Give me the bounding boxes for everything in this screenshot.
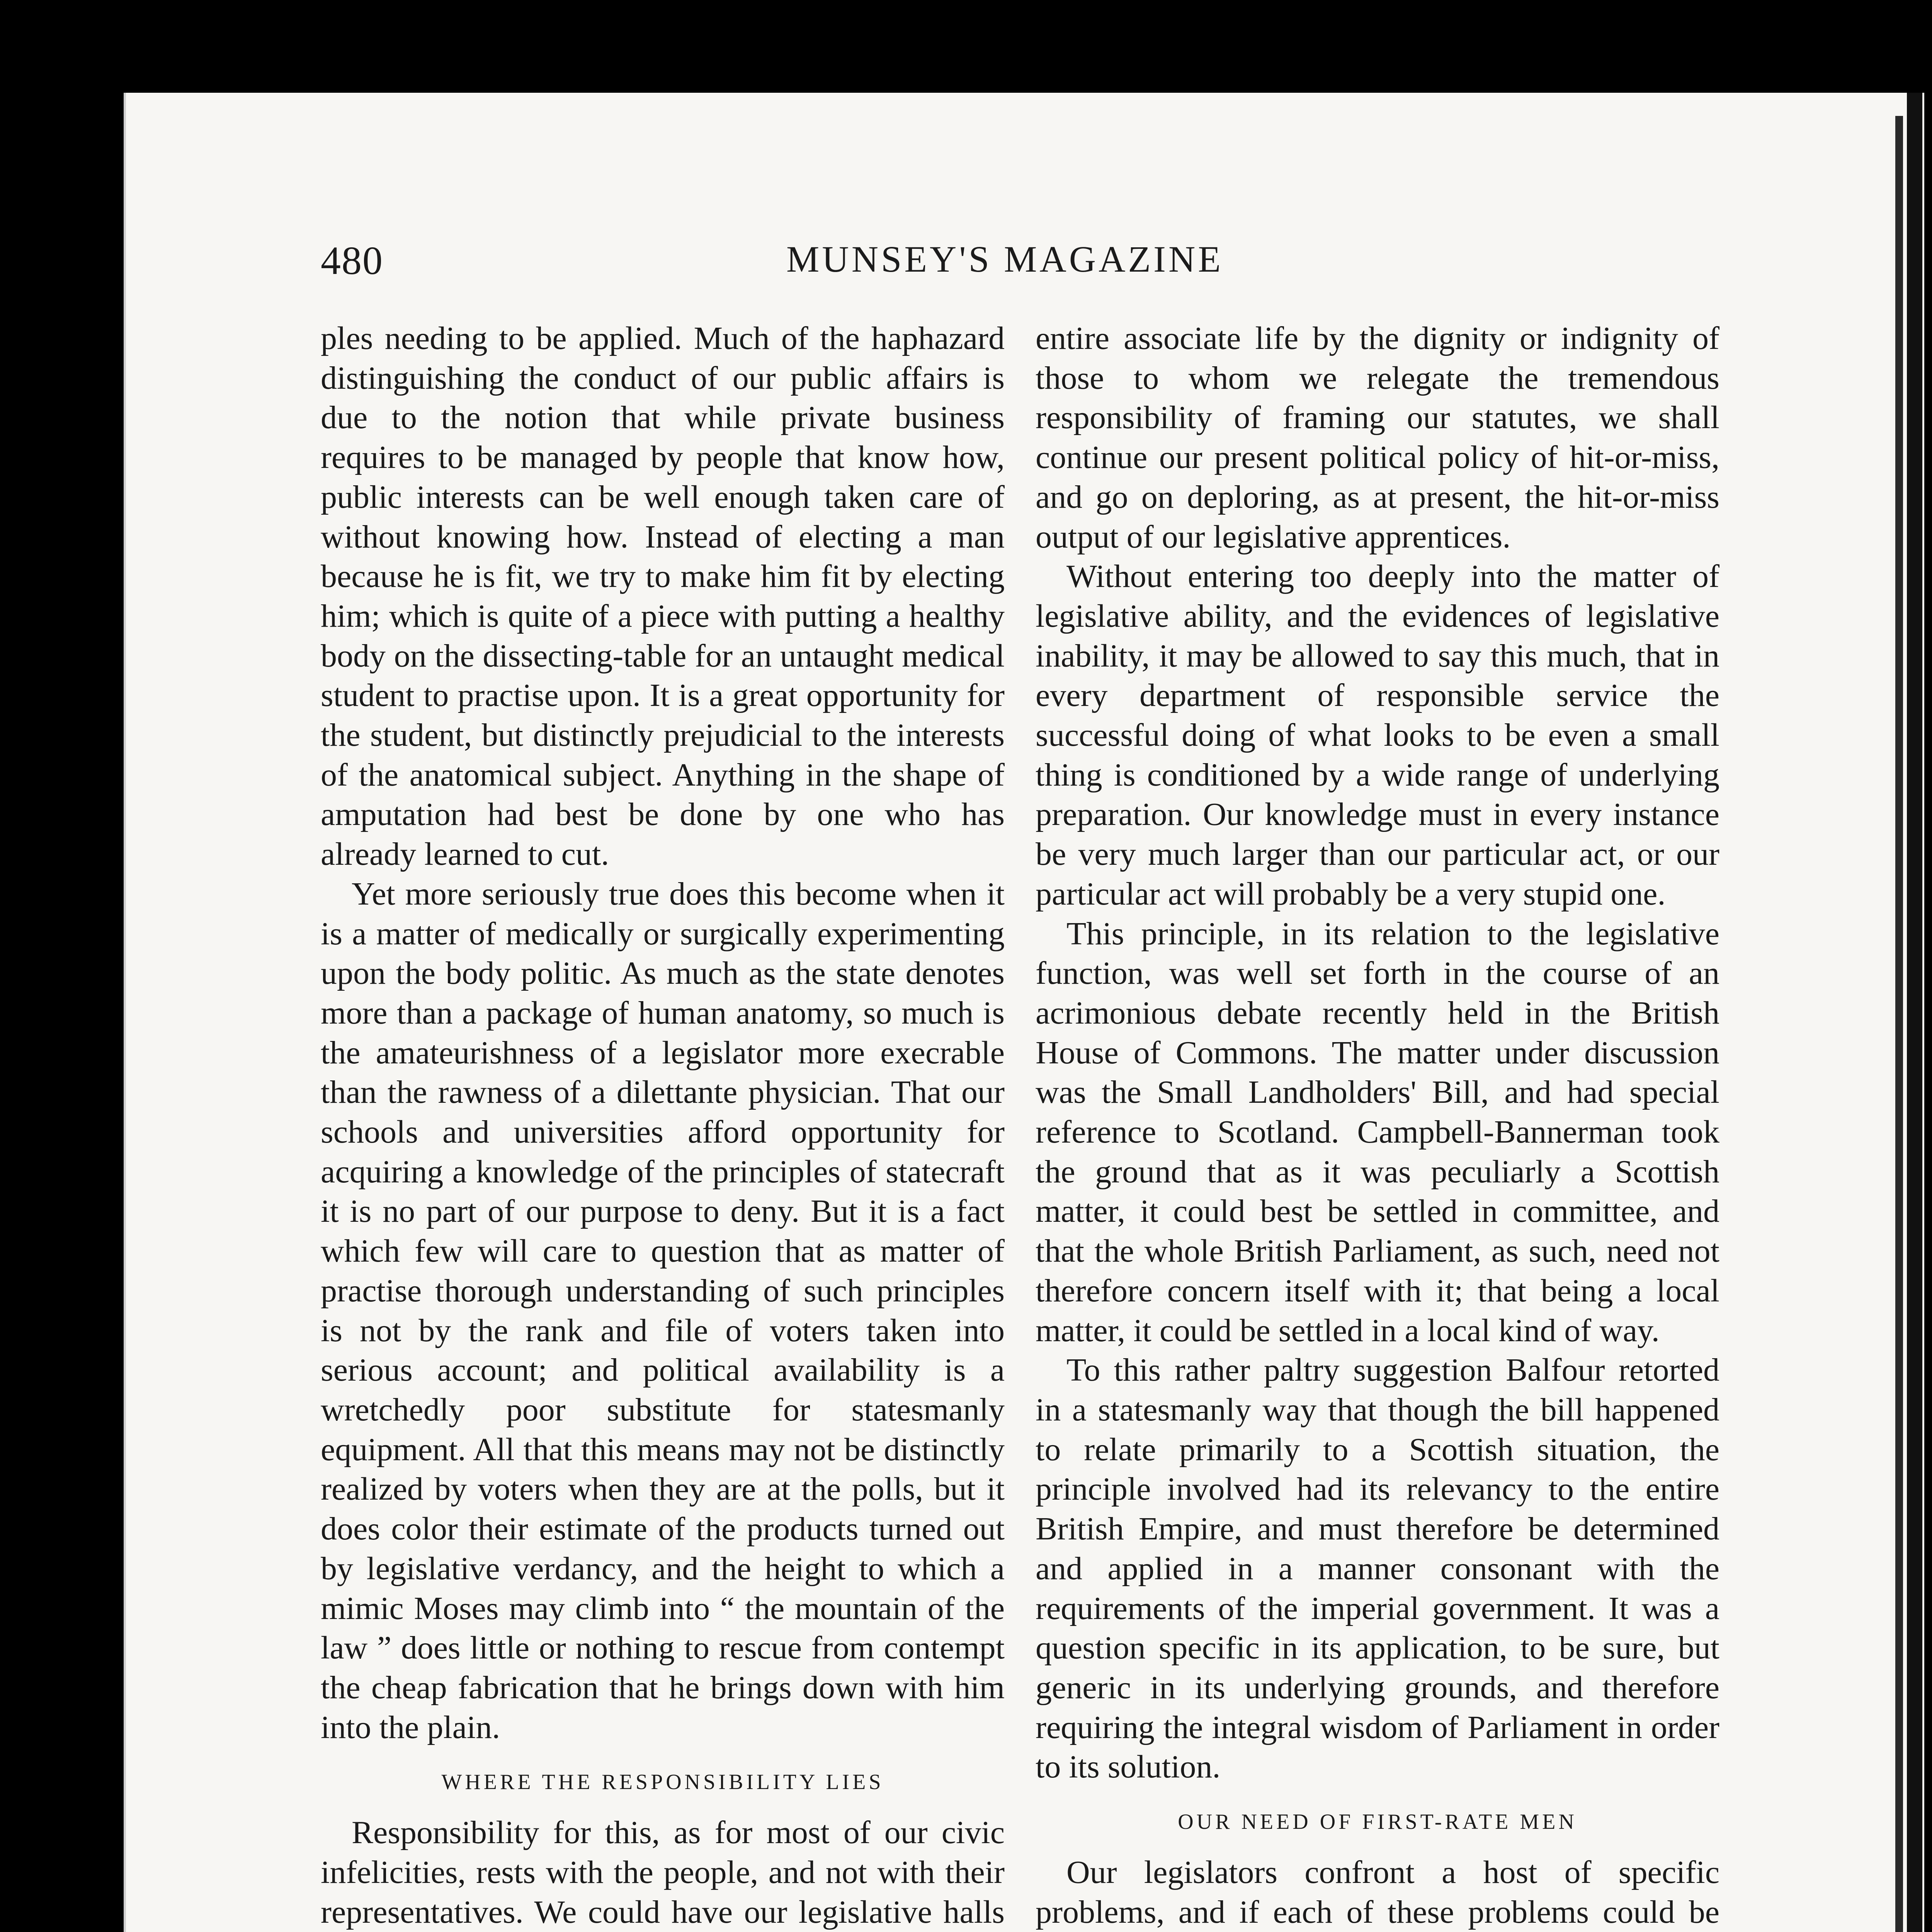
paragraph: entire associate life by the dignity or indignity of those to whom we relegate the tremendous responsibility of framing our statutes, we shall continue our present political policy of hit-or-miss, and go on deploring, as at present, the hit-or-miss output of our legislative apprentices. xyxy=(1036,320,1719,555)
left-column xyxy=(321,319,1005,1932)
page-edge-shadow xyxy=(1895,116,1903,1932)
right-column xyxy=(1036,319,1719,1932)
section-subhead: OUR NEED OF FIRST-RATE MEN xyxy=(1178,1810,1577,1834)
paragraph: Without entering too deeply into the matter of legislative ability, and the evidences of legislative inability, it may be allowed to say this much, that in every department of responsible service the successful doing of what looks to be even a small thing is conditioned by a wide range of underlying preparation. Our knowledge must in every instance be very much larger than our particular act, or our particular act will probably be a very stupid one. xyxy=(1036,558,1719,912)
paragraph: ples needing to be applied. Much of the haphazard distinguishing the conduct of our public affairs is due to the notion that while private business requires to be managed by people that know how, public interests can be well enough taken care of without knowing how. Instead of electing a man because he is fit, we try to make him fit by electing him; which is quite of a piece with putting a healthy body on the dissecting-table for an untaught medical student to practise upon. It is a great opportunity for the student, but distinctly prejudicial to the interests of the anatomical subject. Anything in the shape of amputation had best be done by one who has already learned to cut. xyxy=(321,320,1005,872)
magazine-title: MUNSEY'S MAGAZINE xyxy=(786,238,1223,280)
paragraph: To this rather paltry suggestion Balfour retorted in a statesmanly way that though the bill happened to relate primarily to a Scottish situation, the principle involved had its relevancy to the entire British Empire, and must therefore be determined and applied in a manner consonant with the requirements of the imperial government. It was a question specific in its application, to be sure, but generic in its underlying grounds, and therefore requiring the integral wisdom of Parliament in order to its solution. xyxy=(1036,1352,1719,1785)
paragraph: Our legislators confront a host of specific problems, and if each of these problems could be xyxy=(1036,1854,1719,1930)
paragraph: This principle, in its relation to the legislative function, was well set forth in the course of an acrimonious debate recently held in the British House of Commons. The matter under discussion was the Small Landholders' Bill, and had special reference to Scotland. Campbell-Bannerman took the ground that as it was peculiarly a Scottish matter, it could best be settled in committee, and that the whole British Parliament, as such, need not therefore concern itself with it; that being a local matter, it could be settled in a local kind of way. xyxy=(1036,915,1719,1349)
paragraph: Yet more seriously true does this become when it is a matter of medically or surgically experimenting upon the body politic. As much as the state denotes more than a package of human anatomy, so much is the amateurishness of a legislator more execrable than the rawness of a dilettante physician. That our schools and universities afford opportunity for acquiring a knowledge of the principles of statecraft it is no part of our purpose to deny. But it is a fact which few will care to question that as matter of practise thorough understanding of such principles is not by the rank and file of voters taken into serious account; and political availability is a wretchedly poor substitute for statesmanly equipment. All that this means may not be distinctly realized by voters when they are at the polls, but it does color their estimate of the products turned out by legislative verdancy, and the height to which a mimic Moses may climb into “ the mountain of the law ” does little or nothing to rescue from contempt the cheap fabrication that he brings down with him into the plain. xyxy=(321,876,1005,1745)
page-edge xyxy=(1907,93,1922,1932)
paragraph: Responsibility for this, as for most of our civic infelicities, rests with the people, and not with their representatives. We could have our legislative halls xyxy=(321,1815,1005,1930)
running-head xyxy=(321,238,1294,284)
page-number: 480 xyxy=(321,238,383,283)
section-subhead: WHERE THE RESPONSIBILITY LIES xyxy=(441,1770,884,1794)
